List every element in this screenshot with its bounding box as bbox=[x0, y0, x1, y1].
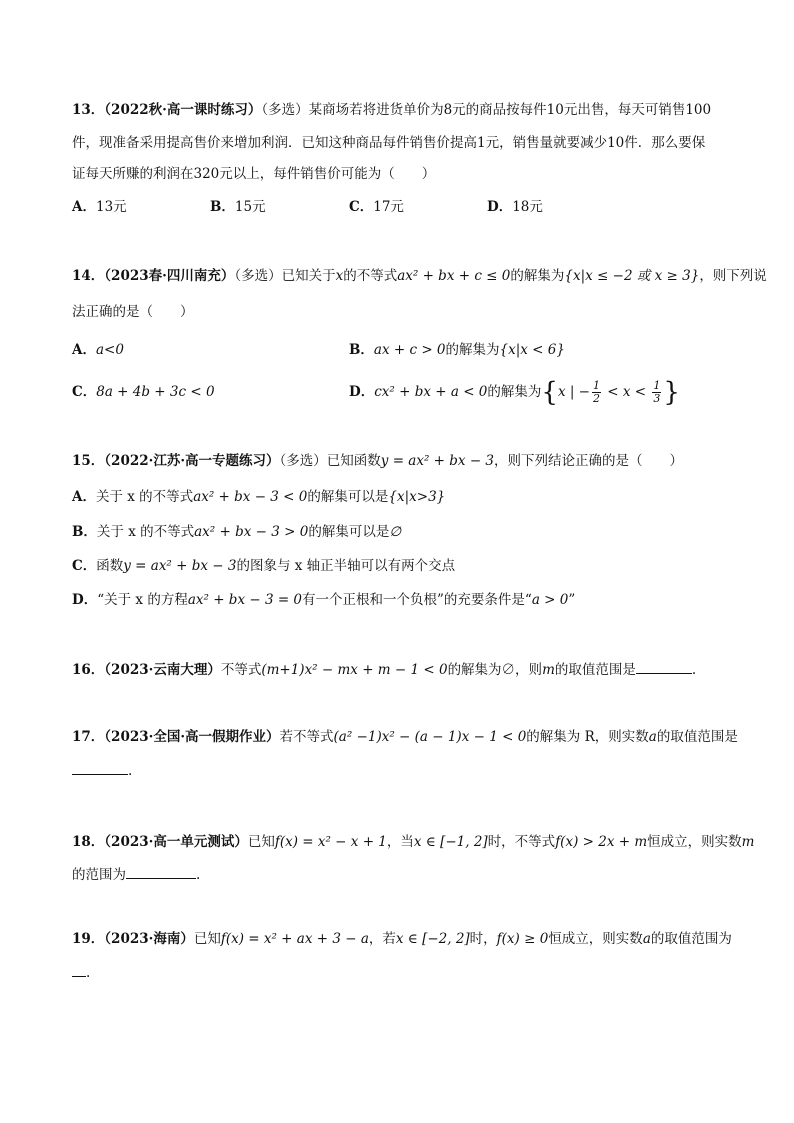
q19-text-a: 已知 bbox=[193, 931, 221, 947]
option-label: A． bbox=[72, 342, 96, 358]
q15-option-d bbox=[72, 590, 575, 610]
q15-source: （2022·江苏·高一专题练习） bbox=[104, 453, 280, 469]
option-text: 函数 bbox=[96, 558, 124, 574]
answer-blank[interactable] bbox=[126, 864, 196, 879]
answer-blank[interactable] bbox=[72, 760, 128, 775]
q14-line1 bbox=[72, 266, 767, 286]
q18-inequality: f(x) > 2x + m bbox=[555, 834, 648, 850]
q14-inequality: ax² + bx + c ≤ 0 bbox=[397, 268, 511, 284]
option-text: 的解集为 bbox=[445, 342, 500, 358]
q14-text-b: 的不等式 bbox=[343, 268, 398, 284]
fraction-half bbox=[592, 380, 601, 405]
option-label: D． bbox=[487, 199, 513, 215]
q14-source: （2023春·四川南充） bbox=[104, 268, 235, 284]
option-math: ax + c > 0 bbox=[373, 342, 446, 358]
q17-line1 bbox=[72, 727, 738, 747]
q16-inequality: (m+1)x² − mx + m − 1 < 0 bbox=[261, 662, 448, 678]
q17-text-a: 若不等式 bbox=[279, 729, 334, 745]
option-text: 关于 x 的不等式 bbox=[95, 489, 194, 505]
q18-function: f(x) = x² − x + 1 bbox=[274, 834, 387, 850]
q14-line2: 法正确的是（ ） bbox=[72, 304, 194, 320]
q14-text-c: 的解集为 bbox=[510, 268, 565, 284]
q16-text-c: 的取值范围是 bbox=[554, 662, 636, 678]
option-math: y = ax² + bx − 3 bbox=[123, 558, 237, 574]
option-math: cx² + bx + a < 0 bbox=[374, 384, 488, 400]
q13-option-a bbox=[72, 197, 127, 217]
fraction-numerator: 1 bbox=[653, 379, 661, 392]
option-text: 关于 x 的不等式 bbox=[96, 524, 195, 540]
option-label: B． bbox=[349, 342, 374, 358]
q17-text-b: 的解集为 R，则实数 bbox=[526, 729, 649, 745]
q15-option-b bbox=[72, 522, 401, 542]
option-label: D． bbox=[349, 384, 375, 400]
q16-period: . bbox=[691, 662, 697, 678]
q14-number: 14． bbox=[72, 268, 105, 284]
q16-variable: m bbox=[542, 662, 555, 678]
q18-condition: x ∈ [−1, 2] bbox=[413, 834, 488, 850]
option-math: 8a + 4b + 3c < 0 bbox=[96, 384, 215, 400]
q19-source: （2023·海南） bbox=[104, 931, 194, 947]
q16-source: （2023·云南大理） bbox=[104, 662, 221, 678]
q19-text-e: 的取值范围为 bbox=[650, 931, 732, 947]
fraction-third bbox=[652, 380, 661, 405]
q15-option-c bbox=[72, 556, 455, 576]
q19-text-c: 时， bbox=[469, 931, 497, 947]
q13-option-b bbox=[210, 197, 266, 217]
q14-option-c bbox=[72, 382, 215, 402]
q19-number: 19． bbox=[72, 931, 105, 947]
option-set-left: x | − bbox=[557, 384, 590, 400]
option-label: B． bbox=[210, 199, 235, 215]
option-math: a > 0 bbox=[531, 592, 569, 608]
option-text: 17元 bbox=[373, 199, 404, 215]
option-math: ax² + bx − 3 > 0 bbox=[194, 524, 309, 540]
q13-line1 bbox=[72, 100, 711, 120]
q14-solution-set: {x|x ≤ −2 或 x ≥ 3} bbox=[564, 268, 700, 284]
option-label: C． bbox=[349, 199, 374, 215]
q19-text-d: 恒成立，则实数 bbox=[548, 931, 643, 947]
q18-text-e: 的范围为 bbox=[72, 867, 126, 883]
option-label: C． bbox=[72, 558, 97, 574]
option-text: 的解集可以是 bbox=[308, 524, 390, 540]
option-label: C． bbox=[72, 384, 97, 400]
q17-variable: a bbox=[648, 729, 657, 745]
q13-option-c bbox=[349, 197, 404, 217]
option-text: 18元 bbox=[512, 199, 543, 215]
answer-blank[interactable] bbox=[72, 962, 86, 977]
q15-function: y = ax² + bx − 3 bbox=[380, 453, 495, 469]
q15-number: 15． bbox=[72, 453, 105, 469]
q19-inequality: f(x) ≥ 0 bbox=[496, 931, 549, 947]
q18-text-a: 已知 bbox=[247, 834, 275, 850]
right-brace: } bbox=[663, 377, 680, 408]
option-text: 的解集为 bbox=[487, 384, 542, 400]
q18-line1 bbox=[72, 832, 754, 852]
q18-variable: m bbox=[741, 834, 755, 850]
option-set: {x|x < 6} bbox=[499, 342, 565, 358]
q18-source: （2023·高一单元测试） bbox=[104, 834, 248, 850]
q18-period: . bbox=[196, 867, 201, 883]
q13-option-d bbox=[487, 197, 543, 217]
left-brace: { bbox=[541, 377, 558, 408]
option-text: ” bbox=[568, 592, 576, 608]
q19-text-b: ，若 bbox=[368, 931, 396, 947]
option-label: D． bbox=[72, 592, 98, 608]
q18-text-c: 时，不等式 bbox=[487, 834, 556, 850]
answer-blank[interactable] bbox=[636, 659, 692, 674]
q18-text-b: ，当 bbox=[386, 834, 414, 850]
option-label: B． bbox=[72, 524, 97, 540]
q14-option-a bbox=[72, 340, 124, 360]
q14-option-d bbox=[349, 376, 680, 409]
q14-text-d: ，则下列说 bbox=[699, 268, 767, 284]
option-set-mid: < x < bbox=[603, 384, 651, 400]
option-text: 有一个正根和一个负根”的充要条件是“ bbox=[302, 592, 532, 608]
option-label: A． bbox=[72, 199, 96, 215]
option-text: 13元 bbox=[95, 199, 127, 215]
q18-line2 bbox=[72, 864, 200, 885]
q19-condition: x ∈ [−2, 2] bbox=[395, 931, 470, 947]
fraction-denominator: 2 bbox=[593, 392, 600, 405]
option-text: 的图象与 x 轴正半轴可以有两个交点 bbox=[236, 558, 456, 574]
option-math: ax² + bx − 3 = 0 bbox=[187, 592, 303, 608]
q15-option-a bbox=[72, 487, 445, 507]
q16-number: 16． bbox=[72, 662, 105, 678]
fraction-numerator: 1 bbox=[593, 379, 600, 392]
q13-text1: （多选）某商场若将进货单价为8元的商品按每件10元出售，每天可销售100 bbox=[261, 102, 712, 118]
q19-line2 bbox=[72, 962, 90, 983]
option-set: {x|x>3} bbox=[388, 489, 446, 505]
q17-text-c: 的取值范围是 bbox=[656, 729, 738, 745]
q13-source: （2022秋·高一课时练习） bbox=[104, 102, 262, 118]
q17-inequality: (a² −1)x² − (a − 1)x − 1 < 0 bbox=[333, 729, 527, 745]
q16-text-b: 的解集为∅，则 bbox=[447, 662, 543, 678]
q14-option-b bbox=[349, 340, 565, 360]
q19-period: . bbox=[86, 965, 91, 981]
q15-text-a: （多选）已知函数 bbox=[279, 453, 381, 469]
q19-line1 bbox=[72, 929, 732, 949]
q14-text-a: （多选）已知关于 bbox=[234, 268, 336, 284]
q13-line3: 证每天所赚的利润在320元以上，每件销售价可能为（ ） bbox=[72, 166, 436, 182]
q13-number: 13． bbox=[72, 102, 105, 118]
fraction-denominator: 3 bbox=[653, 392, 661, 405]
q18-number: 18． bbox=[72, 834, 105, 850]
q15-line1 bbox=[72, 451, 683, 471]
option-text: 15元 bbox=[234, 199, 266, 215]
option-math: ax² + bx − 3 < 0 bbox=[193, 489, 308, 505]
option-text: “关于 x 的方程 bbox=[97, 592, 188, 608]
q17-source: （2023·全国·高一假期作业） bbox=[104, 729, 280, 745]
option-text: 的解集可以是 bbox=[307, 489, 389, 505]
q17-number: 17． bbox=[72, 729, 105, 745]
q15-text-b: ，则下列结论正确的是（ ） bbox=[494, 453, 684, 469]
q18-text-d: 恒成立，则实数 bbox=[647, 834, 742, 850]
q19-function: f(x) = x² + ax + 3 − a bbox=[220, 931, 369, 947]
q16-line1 bbox=[72, 659, 696, 680]
option-set: ∅ bbox=[389, 524, 402, 540]
q16-text-a: 不等式 bbox=[220, 662, 262, 678]
q13-line2: 件，现准备采用提高售价来增加利润．已知这种商品每件销售价提高1元，销售量就要减少10件．那么要保 bbox=[72, 135, 706, 151]
option-label: A． bbox=[72, 489, 96, 505]
q19-variable: a bbox=[642, 931, 651, 947]
q17-period: . bbox=[128, 763, 133, 779]
q17-line2 bbox=[72, 760, 132, 781]
option-text: a<0 bbox=[95, 342, 124, 358]
q14-var-x: x bbox=[335, 268, 344, 284]
